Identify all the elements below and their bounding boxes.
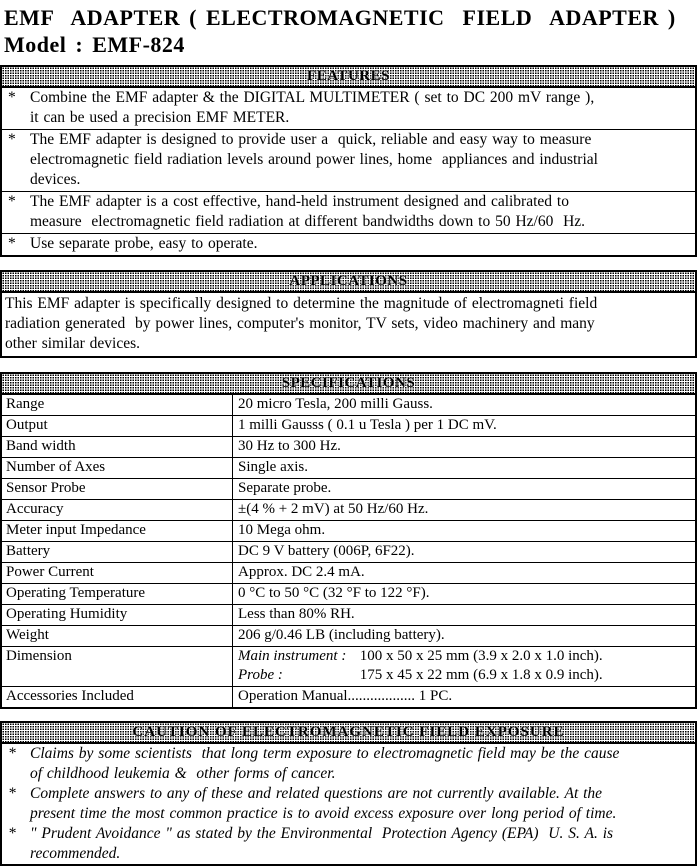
bullet-asterisk: * — [8, 785, 16, 802]
specifications-section — [0, 372, 697, 709]
specifications-table — [2, 395, 695, 707]
spec-row — [2, 584, 695, 605]
spec-label: Range — [2, 395, 233, 415]
spec-value: DC 9 V battery (006P, 6F22). — [238, 543, 415, 559]
spec-value: 206 g/0.46 LB (including battery). — [238, 627, 445, 643]
spec-row — [2, 395, 695, 416]
caution-item — [2, 824, 695, 864]
spec-row — [2, 416, 695, 437]
spec-value: 30 Hz to 300 Hz. — [238, 438, 341, 454]
spec-row — [2, 437, 695, 458]
spec-value: Separate probe. — [238, 480, 332, 496]
spec-value: Less than 80% RH. — [238, 606, 355, 622]
spec-row — [2, 563, 695, 584]
spec-label: Number of Axes — [2, 458, 233, 478]
feature-item-text: Combine the EMF adapter & the DIGITAL MULTIMETER ( set to DC 200 mV range ), it can be used a precision EMF METER. — [30, 89, 595, 126]
applications-text: This EMF adapter is specifically designed to determine the magnitude of electromagneti field radiation generated by power lines, computer's monitor, TV sets, video machinery and many other similar devices. — [5, 295, 598, 352]
caution-item — [2, 744, 695, 784]
feature-item — [2, 192, 695, 234]
feature-item-text: Use separate probe, easy to operate. — [30, 235, 258, 252]
spec-row — [2, 500, 695, 521]
spec-label: Accuracy — [2, 500, 233, 520]
spec-value: 20 micro Tesla, 200 milli Gauss. — [238, 396, 433, 412]
title-block — [0, 0, 697, 58]
caution-item — [2, 784, 695, 824]
feature-item-text: The EMF adapter is designed to provide user a quick, reliable and easy way to measure electromagnetic field radiation levels around power lines, home appliances and industrial devices. — [30, 131, 598, 188]
feature-item-text: The EMF adapter is a cost effective, hand-held instrument designed and calibrated to measure electromagnetic field radiation at different bandwidths down to 50 Hz/60 Hz. — [30, 193, 586, 230]
spec-label: Weight — [2, 626, 233, 646]
spec-value: 0 °C to 50 °C (32 °F to 122 °F). — [238, 585, 430, 601]
spec-value-emphasis: Probe : — [238, 667, 283, 683]
spec-row — [2, 687, 695, 707]
spec-value: 1 milli Gausss ( 0.1 u Tesla ) per 1 DC mV. — [238, 417, 497, 433]
spec-row — [2, 521, 695, 542]
caution-header: CAUTION OF ELECTROMAGNETIC FIELD EXPOSURE — [2, 723, 695, 744]
spec-label: Band width — [2, 437, 233, 457]
page-title: EMF ADAPTER ( ELECTROMAGNETIC FIELD ADAPTER ) — [4, 5, 676, 30]
spec-label: Dimension — [2, 647, 233, 686]
bullet-asterisk: * — [8, 131, 16, 148]
features-section — [0, 65, 697, 257]
spec-label: Operating Temperature — [2, 584, 233, 604]
spec-label: Power Current — [2, 563, 233, 583]
spec-row — [2, 479, 695, 500]
feature-item — [2, 130, 695, 192]
applications-header: APPLICATIONS — [2, 272, 695, 293]
model-number: Model : EMF-824 — [4, 32, 185, 57]
spec-value-emphasis: Main instrument : — [238, 648, 347, 664]
feature-item — [2, 88, 695, 130]
spec-row — [2, 542, 695, 563]
spec-label: Sensor Probe — [2, 479, 233, 499]
spec-value: Main instrument : 100 x 50 x 25 mm (3.9 x 2.0 x 1.0 inch). Probe : 175 x 45 x 22 mm (6.9 x 1.8 x 0.9 inch). — [238, 648, 603, 683]
bullet-asterisk: * — [8, 745, 16, 762]
spec-row — [2, 626, 695, 647]
spec-value: ±(4 % + 2 mV) at 50 Hz/60 Hz. — [238, 501, 429, 517]
bullet-asterisk: * — [8, 193, 16, 210]
caution-section — [0, 721, 697, 866]
spec-value: 10 Mega ohm. — [238, 522, 326, 538]
applications-section — [0, 270, 697, 358]
caution-item-text: " Prudent Avoidance " as stated by the Environmental Protection Agency (EPA) U. S. A. is recommended. — [30, 825, 614, 862]
bullet-asterisk: * — [8, 825, 16, 842]
bullet-asterisk: * — [8, 235, 16, 252]
features-list — [2, 88, 695, 255]
bullet-asterisk: * — [8, 89, 16, 106]
features-header: FEATURES — [2, 67, 695, 88]
spec-label: Meter input Impedance — [2, 521, 233, 541]
spec-row — [2, 458, 695, 479]
spec-row — [2, 647, 695, 687]
feature-item — [2, 234, 695, 255]
specifications-header: SPECIFICATIONS — [2, 374, 695, 395]
caution-item-text: Complete answers to any of these and related questions are not currently available. At the present time the most common practice is to avoid excess exposure over long period of time. — [30, 785, 617, 822]
spec-value: Operation Manual.................. 1 PC. — [238, 688, 453, 704]
spec-value: Approx. DC 2.4 mA. — [238, 564, 365, 580]
caution-list — [2, 744, 695, 864]
caution-item-text: Claims by some scientists that long term exposure to electromagnetic field may be the cause of childhood leukemia & other forms of cancer. — [30, 745, 620, 782]
spec-label: Battery — [2, 542, 233, 562]
spec-label: Output — [2, 416, 233, 436]
spec-value: Single axis. — [238, 459, 308, 475]
spec-label: Operating Humidity — [2, 605, 233, 625]
spec-label: Accessories Included — [2, 687, 233, 707]
spec-row — [2, 605, 695, 626]
